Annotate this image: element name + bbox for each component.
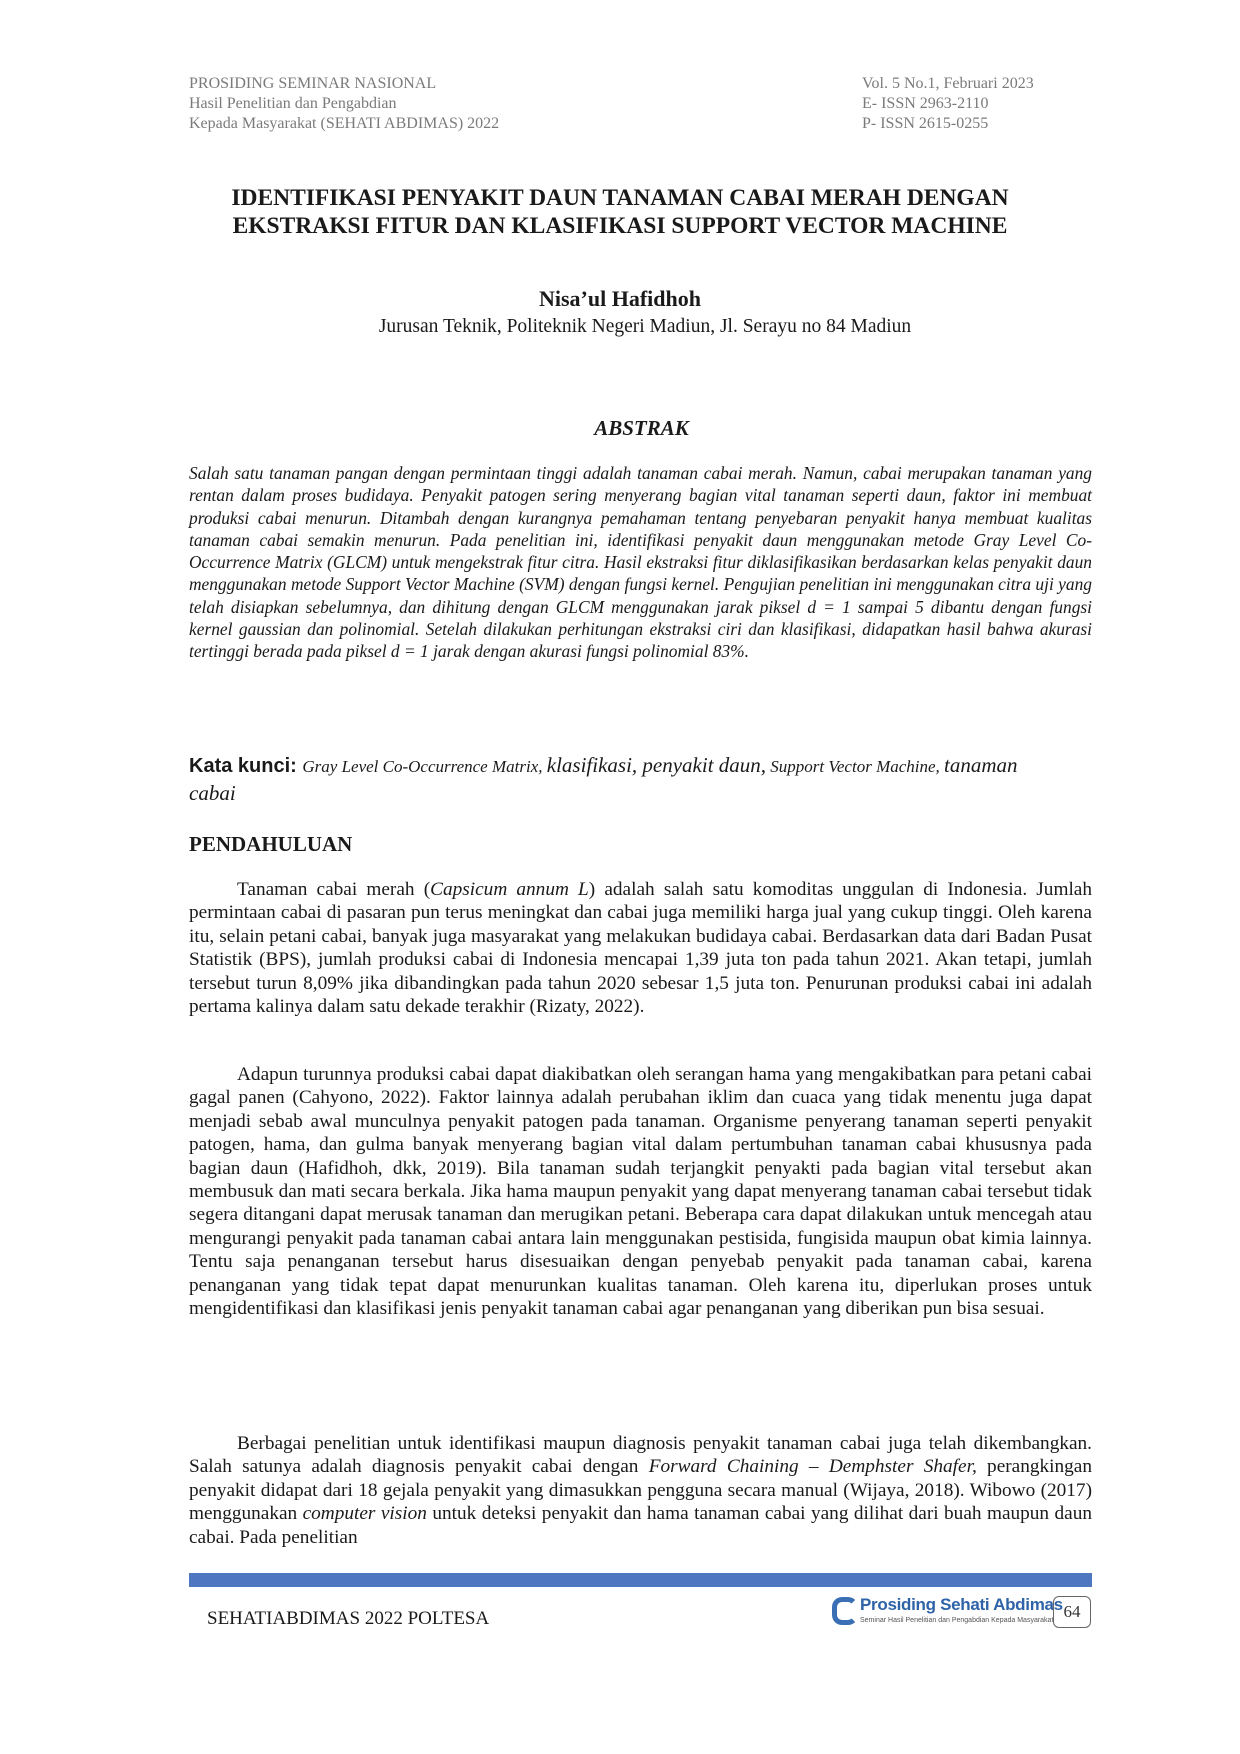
paragraph-text: Adapun turunnya produksi cabai dapat diakibatkan oleh serangan hama yang mengakibatkan para petani cabai gagal panen (Cahyono, 2022). Faktor lainnya adalah perubahan iklim dan cuaca yang tidak menentu juga dapat menjadi sebab awal munculnya penyakit patogen pada tanaman. Organisme penyerang tanaman seperti penyakit patogen, hama, dan gulma banyak menyerang bagian vital dalam pertumbuhan tanaman cabai khususnya pada bagian daun (Hafidhoh, dkk, 2019). Bila tanaman sudah terjangkit penyakti pada bagian vital tersebut akan membusuk dan mati secara berkala. Jika hama maupun penyakit yang dapat menyerang tanaman cabai tersebut tidak segera ditangani dapat merusak tanaman dan merugikan petani. Beberapa cara dapat dilakukan untuk mencegah atau mengurangi penyakit pada tanaman cabai antara lain menggunakan pestisida, fungisida maupun obat kimia lainnya. Tentu saja penanganan tersebut harus disesuaikan dengan penyebab penyakit pada tanaman cabai, karena penanganan yang tidak tepat dapat menurunkan kualitas tanaman. Oleh karena itu, diperlukan proses untuk mengidentifikasi dan klasifikasi jenis penyakit tanaman cabai agar penanganan yang diberikan pun bisa sesuai. xyxy=(189,1064,1092,1320)
paragraph-text: Berbagai penelitian untuk identifikasi maupun diagnosis penyakit tanaman cabai juga telah dikembangkan. Salah satunya adalah diagnosis penyakit cabai dengan xyxy=(189,1433,1092,1478)
logo-subtitle: Seminar Hasil Penelitian dan Pengabdian Kepada Masyarakat xyxy=(860,1617,1054,1624)
page-number: 64 xyxy=(1053,1596,1091,1628)
paper-title xyxy=(150,184,1090,240)
journal-logo xyxy=(832,1593,1063,1633)
keyword: Support Vector Machine, xyxy=(770,757,940,776)
title-line: IDENTIFIKASI PENYAKIT DAUN TANAMAN CABAI MERAH DENGAN xyxy=(231,185,1009,211)
author-affiliation: Jurusan Teknik, Politeknik Negeri Madiun, Jl. Serayu no 84 Madiun xyxy=(378,316,912,337)
paragraph-text: untuk deteksi penyakit dan hama tanaman cabai yang dilihat dari buah maupun daun cabai. Pada penelitian xyxy=(189,1503,1093,1548)
author-name: Nisa’ul Hafidhoh xyxy=(539,286,701,311)
header-left-line: Kepada Masyarakat (SEHATI ABDIMAS) 2022 xyxy=(189,115,500,132)
title-line: EKSTRAKSI FITUR DAN KLASIFIKASI SUPPORT VECTOR MACHINE xyxy=(232,213,1008,239)
running-header-left xyxy=(189,74,499,134)
logo-icon xyxy=(832,1597,858,1625)
keyword: klasifikasi, penyakit daun, xyxy=(546,753,767,777)
keyword: tanaman cabai xyxy=(189,753,1018,805)
paragraph-italic: Forward Chaining – Demphster Shafer, xyxy=(648,1456,977,1478)
paragraph-italic: Capsicum annum L xyxy=(430,879,589,900)
header-right-line: E- ISSN 2963-2110 xyxy=(862,95,989,112)
abstract-heading: ABSTRAK xyxy=(594,416,689,440)
logo-title: Prosiding Sehati Abdimas xyxy=(860,1595,1063,1614)
body-paragraph-1 xyxy=(189,878,1092,1018)
keywords-label: Kata kunci xyxy=(189,755,291,777)
paragraph-text: perangkingan penyakit didapat dari 18 gejala penyakit yang dimasukkan pengguna secara manual (Wijaya, 2018). Wibowo (2017) menggunakan xyxy=(189,1456,1092,1525)
header-left-line: Hasil Penelitian dan Pengabdian xyxy=(189,95,397,112)
paragraph-text: Tanaman cabai merah ( xyxy=(237,879,431,900)
footer-text: SEHATIABDIMAS 2022 POLTESA xyxy=(207,1608,490,1629)
paragraph-italic: computer vision xyxy=(302,1503,427,1525)
header-right-line: Vol. 5 No.1, Februari 2023 xyxy=(862,75,1034,92)
keywords: Kata kunci: Gray Level Co-Occurrence Matrix, klasifikasi, penyakit daun, Support Vector Machine, tanaman cabai xyxy=(189,753,1018,805)
paragraph-text: ) adalah salah satu komoditas unggulan di Indonesia. Jumlah permintaan cabai di pasaran pun terus meningkat dan cabai juga memiliki harga jual yang cukup tinggi. Oleh karena itu, selain petani cabai, banyak juga masyarakat yang melakukan budidaya cabai. Berdasarkan data dari Badan Pusat Statistik (BPS), jumlah produksi cabai di Indonesia mencapai 1,39 juta ton pada tahun 2021. Akan tetapi, jumlah tersebut turun 8,09% jika dibandingkan pada tahun 2020 sebesar 1,5 juta ton. Penurunan produksi cabai ini adalah pertama kalinya dalam satu dekade terakhir (Rizaty, 2022). xyxy=(189,879,1092,1018)
body-paragraph-2 xyxy=(189,1063,1092,1320)
running-header-right xyxy=(862,74,1034,134)
section-heading: PENDAHULUAN xyxy=(189,832,353,856)
keyword: Gray Level Co-Occurrence Matrix, xyxy=(302,757,543,776)
footer-rule xyxy=(189,1573,1092,1587)
header-left-line: PROSIDING SEMINAR NASIONAL xyxy=(189,75,437,92)
header-right-line: P- ISSN 2615-0255 xyxy=(862,115,989,132)
body-paragraph-3 xyxy=(189,1432,1092,1549)
abstract-text: Salah satu tanaman pangan dengan permintaan tinggi adalah tanaman cabai merah. Namun, cabai merupakan tanaman yang rentan dalam proses budidaya. Penyakit patogen sering menyerang bagian vital tanaman seperti daun, faktor ini membuat produksi cabai menurun. Ditambah dengan kurangnya pemahaman tentang penyebaran penyakit hanya membuat kualitas tanaman cabai semakin menurun. Pada penelitian ini, identifikasi penyakit daun menggunakan metode Gray Level Co-Occurrence Matrix (GLCM) untuk mengekstrak fitur citra. Hasil ekstraksi fitur diklasifikasikan berdasarkan kelas penyakit daun menggunakan metode Support Vector Machine (SVM) dengan fungsi kernel. Pengujian penelitian ini menggunakan citra uji yang telah disiapkan sebelumnya, dan dihitung dengan GLCM menggunakan jarak piksel d = 1 sampai 5 dibantu dengan fungsi kernel gaussian dan polinomial. Setelah dilakukan perhitungan ekstraksi ciri dan klasifikasi, didapatkan hasil bahwa akurasi tertinggi berada pada piksel d = 1 jarak dengan akurasi fungsi polinomial 83%. xyxy=(189,463,1092,662)
